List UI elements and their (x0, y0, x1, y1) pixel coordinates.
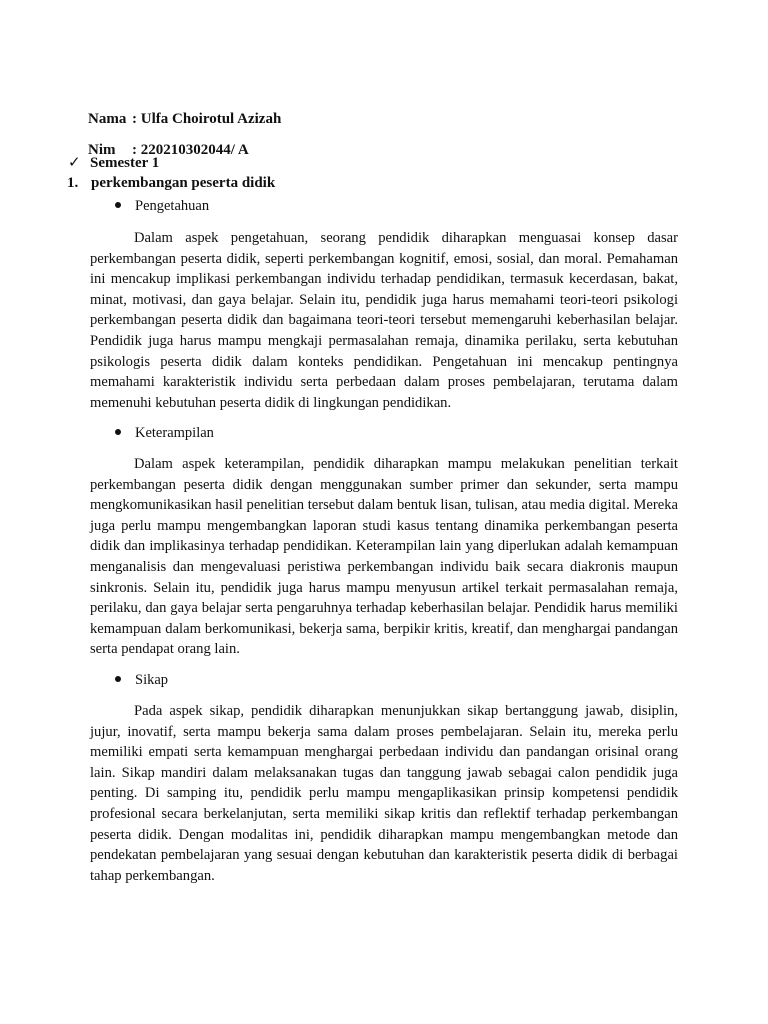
bullet-icon (115, 202, 121, 208)
semester-item (68, 153, 159, 172)
section-paragraph-sikap: Pada aspek sikap, pendidik diharapkan menunjukkan sikap bertanggung jawab, disiplin, jujur, inovatif, serta mampu bekerja sama dalam proses pembelajaran. Selain itu, mereka perlu memiliki empati serta kemampuan menghargai perbedaan individu dan pandangan orisinal orang lain. Sikap mandiri dalam melaksanakan tugas dan tanggung jawab sebagai calon pendidik juga penting. Di samping itu, pendidik perlu mampu mengaplikasikan prinsip kompetensi pendidik profesional secara berkelanjutan, serta memiliki sikap kritis dan reflektif terhadap perkembangan peserta didik. Dengan modalitas ini, pendidik diharapkan mampu mengembangkan metode dan pendekatan pembelajaran yang sesuai dengan kebutuhan dan karakteristik peserta didik di berbagai tahap perkembangan. (90, 703, 678, 884)
section-heading-keterampilan (115, 425, 214, 442)
nim-label: Nim (88, 142, 116, 158)
section-heading-pengetahuan (115, 198, 209, 215)
nim-value: : 220210302044/ A (132, 142, 249, 158)
checkmark-icon: ✓ (68, 155, 81, 171)
bullet-icon (115, 676, 121, 682)
section-paragraph-keterampilan: Dalam aspek keterampilan, pendidik diharapkan mampu melakukan penelitian terkait perkembangan peserta didik dengan menggunakan sumber primer dan sekunder, serta mampu mengkomunikasikan hasil penelitian tersebut dalam bentuk lisan, tulisan, atau media digital. Mereka juga perlu mampu mengembangkan laporan studi kasus tentang dinamika perkembangan peserta didik dan implikasinya terhadap pendidikan. Keterampilan lain yang diperlukan adalah kemampuan menganalisis dan mengevaluasi peristiwa perkembangan individu baik secara diakronis maupun sinkronis. Selain itu, pendidik juga harus mampu menyusun artikel terkait permasalahan remaja, perilaku, dan gaya belajar serta pengaruhnya terhadap keberhasilan belajar. Pendidik harus memiliki kemampuan dalam berkomunikasi, bekerja sama, berpikir kritis, kreatif, dan menghargai pandangan serta pendapat orang lain. (90, 456, 678, 658)
topic-number: 1. (67, 175, 79, 191)
section-heading-label: Sikap (135, 672, 169, 688)
nama-value: : Ulfa Choirotul Azizah (132, 111, 282, 127)
section-paragraph-pengetahuan: Dalam aspek pengetahuan, seorang pendidik diharapkan menguasai konsep dasar perkembangan peserta didik, seperti perkembangan kognitif, emosi, sosial, dan moral. Pemahaman ini mencakup implikasi perkembangan individu terhadap pendidikan, termasuk kecerdasan, bakat, minat, motivasi, dan gaya belajar. Selain itu, pendidik juga harus memahami teori-teori psikologi perkembangan peserta didik dan bagaimana teori-teori tersebut memengaruhi keberhasilan belajar. Pendidik juga harus mampu mengkaji permasalahan remaja, dinamika perilaku, serta kebutuhan psikologis peserta didik dalam konteks pendidikan. Pengetahuan ini mencakup pentingnya memahami karakteristik individu serta perbedaan dalam proses pembelajaran, terutama dalam memenuhi kebutuhan peserta didik di lingkungan pendidikan. (90, 230, 678, 411)
semester-label: Semester 1 (90, 155, 160, 171)
bullet-icon (115, 429, 121, 435)
nama-label: Nama (88, 111, 127, 127)
section-heading-label: Pengetahuan (135, 198, 210, 214)
topic-heading (67, 175, 275, 192)
topic-title: perkembangan peserta didik (91, 175, 276, 191)
section-heading-sikap (115, 672, 168, 689)
section-heading-label: Keterampilan (135, 425, 214, 441)
